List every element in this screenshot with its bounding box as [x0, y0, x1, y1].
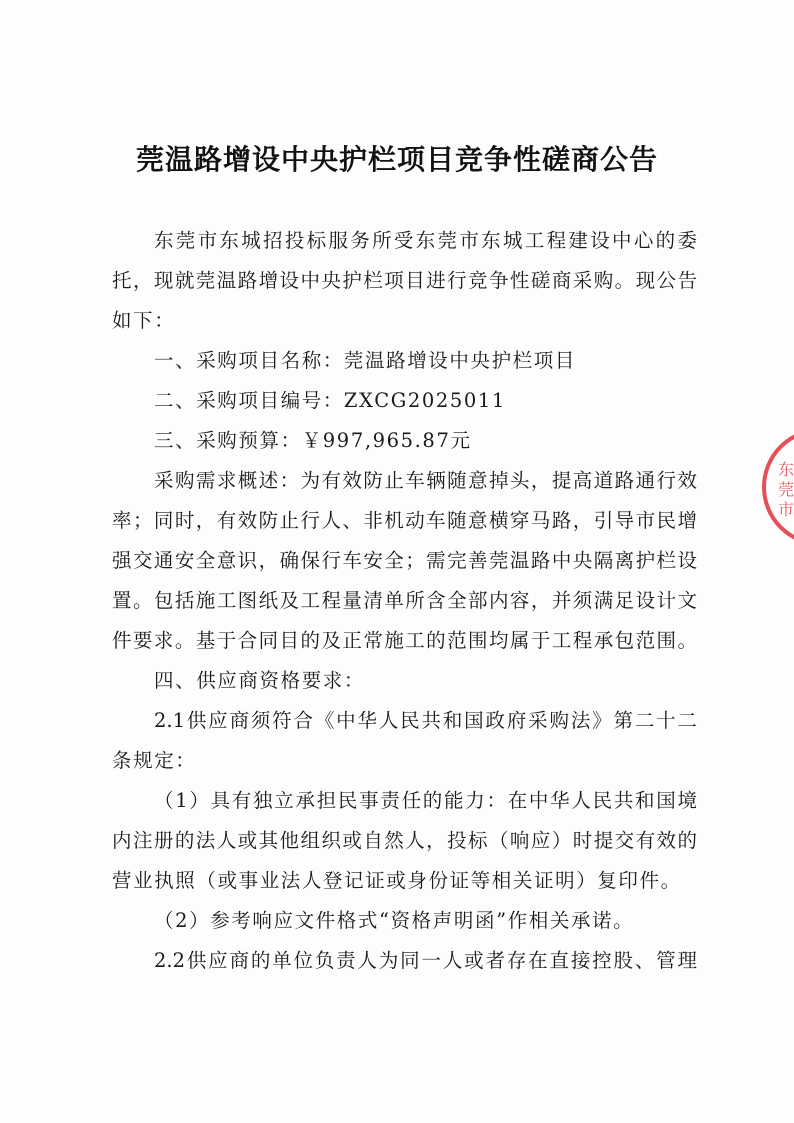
clause-1-line-2: 内注册的法人或其他组织或自然人，投标（响应）时提交有效的: [112, 829, 697, 852]
summary-line-3: 强交通安全意识，确保行车安全；需完善莞温路中央隔离护栏设: [112, 549, 697, 572]
intro-line-2: 托，现就莞温路增设中央护栏项目进行竞争性磋商采购。现公告: [112, 269, 697, 292]
item-project-name: 一、采购项目名称：莞温路增设中央护栏项目: [154, 349, 577, 372]
summary-line-1: 采购需求概述：为有效防止车辆随意掉头，提高道路通行效: [154, 469, 697, 492]
clause-2-1-line-2: 条规定：: [112, 749, 197, 772]
intro-line-1: 东莞市东城招投标服务所受东莞市东城工程建设中心的委: [154, 229, 697, 252]
clause-1-line-1: （1）具有独立承担民事责任的能力：在中华人民共和国境: [154, 789, 697, 812]
page-title: 莞温路增设中央护栏项目竞争性磋商公告: [135, 143, 658, 176]
section-4-heading: 四、供应商资格要求：: [154, 669, 366, 692]
summary-line-5: 件要求。基于合同目的及正常施工的范围均属于工程承包范围。: [112, 629, 697, 652]
item-project-number: 二、采购项目编号：ZXCG2025011: [154, 389, 506, 412]
intro-line-3: 如下：: [112, 309, 176, 332]
summary-line-2: 率；同时，有效防止行人、非机动车随意横穿马路，引导市民增: [112, 509, 697, 532]
seal-text: 东莞市: [778, 460, 794, 519]
clause-2-line: （2）参考响应文件格式“资格声明函”作相关承诺。: [154, 909, 635, 932]
summary-line-4: 置。包括施工图纸及工程量清单所含全部内容，并须满足设计文: [112, 589, 697, 612]
clause-2-1-line-1: 2.1供应商须符合《中华人民共和国政府采购法》第二十二: [154, 709, 697, 732]
clause-1-line-3: 营业执照（或事业法人登记证或身份证等相关证明）复印件。: [112, 869, 682, 892]
clause-2-2-line: 2.2供应商的单位负责人为同一人或者存在直接控股、管理: [154, 949, 697, 972]
item-budget: 三、采购预算：￥997,965.87元: [154, 429, 472, 452]
